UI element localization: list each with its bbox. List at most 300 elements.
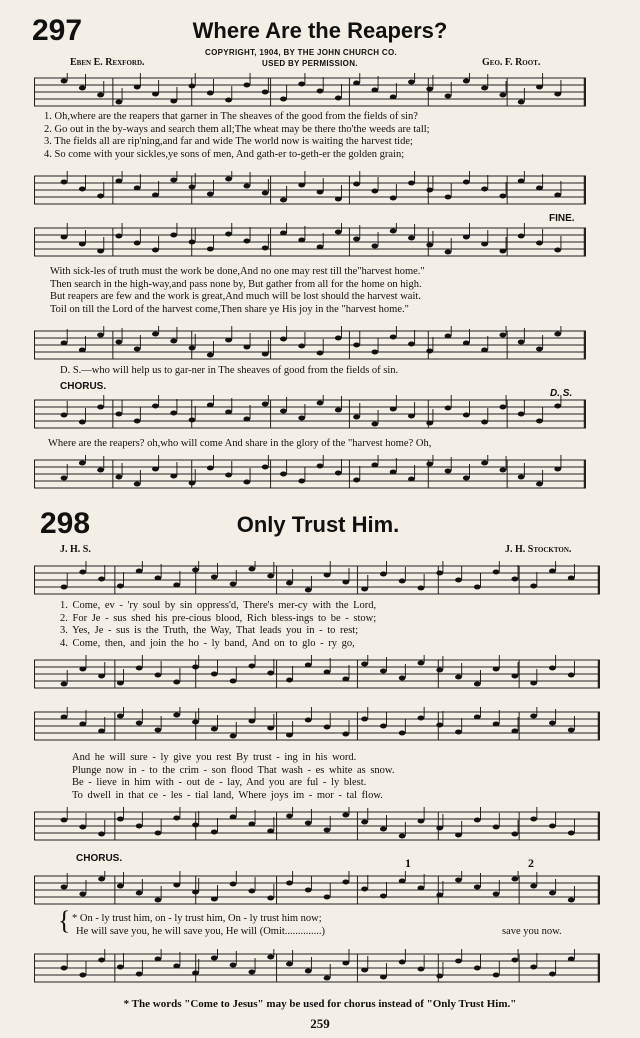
note-head [426,421,433,426]
note-head [549,569,556,574]
note-head [418,586,425,591]
lyric-line: With sick-les of truth must the work be done,And no one may rest till the"harvest home." [50,266,425,277]
hymn-297-composer: Geo. F. Root. [482,57,541,68]
note-head [463,235,470,240]
note-head [305,969,312,974]
note-head [399,879,406,884]
note-head [79,420,86,425]
note-head [243,239,250,244]
hymn-298-verses-a [60,600,376,650]
note-head [262,90,269,95]
note-head [380,827,387,832]
note-head [335,96,342,101]
note-head [549,972,556,977]
note-head [248,970,255,975]
note-head [115,475,122,480]
note-head [267,574,274,579]
note-head [79,187,86,192]
note-head [418,886,425,891]
note-head [267,896,274,901]
note-head [192,890,199,895]
staff-297-1-treble [34,72,586,112]
note-head [317,89,324,94]
note-head [445,469,452,474]
note-head [305,718,312,723]
second-ending: 2 [528,856,534,870]
note-head [173,883,180,888]
note-head [79,348,86,353]
note-head [211,727,218,732]
note-head [342,580,349,585]
note-head [170,99,177,104]
note-head [536,419,543,424]
note-head [426,349,433,354]
staff-297-2-treble [34,222,586,262]
note-head [408,477,415,482]
lyric-line: Then search in the high-way,and pass none by, But gather from all for the home on high. [50,278,422,290]
note-head [170,474,177,479]
lyric-line: 1. Oh,where are the reapers that garner in The sheaves of the good from the fields of sin? [44,111,418,122]
chorus-end: save you now. [502,926,562,937]
note-head [324,670,331,675]
note-head [436,826,443,831]
note-head [481,242,488,247]
note-head [361,820,368,825]
note-head [426,462,433,467]
note-head [554,404,561,409]
note-head [98,729,105,734]
note-head [298,416,305,421]
note-head [155,576,162,581]
note-head [554,332,561,337]
lyric-line: 3. Yes, Je - sus is the Truth, the Way, That leads you in - to rest; [60,625,359,636]
note-head [136,721,143,726]
note-head [298,183,305,188]
note-head [324,573,331,578]
note-head [380,975,387,980]
note-head [61,966,68,971]
note-head [445,250,452,255]
note-head [79,973,86,978]
note-head [511,958,518,963]
note-head [134,419,141,424]
note-head [455,675,462,680]
note-head [136,891,143,896]
note-head [211,672,218,677]
note-head [286,814,293,819]
note-head [207,192,214,197]
staff-298-1-bass [34,654,600,694]
note-head [408,236,415,241]
staff-298-3-bass [34,948,600,988]
note-head [463,180,470,185]
lyric-line: 4. So come with your sickles,ye sons of men, And gath-er to-geth-er the golden grain; [44,148,405,160]
note-head [342,813,349,818]
note-head [115,340,122,345]
note-head [493,892,500,897]
note-head [230,734,237,739]
note-head [426,188,433,193]
note-head [568,957,575,962]
note-head [280,409,287,414]
note-head [445,406,452,411]
note-head [568,831,575,836]
lyric-line: Toil on till the Lord of the harvest come,Then share ye His joy in the "harvest home." [50,303,409,315]
lyric-line: Be - lieve in him with - out de - lay, And you are ful - ly blest. [72,777,367,788]
note-head [286,733,293,738]
note-head [445,94,452,99]
note-head [61,682,68,687]
note-head [493,570,500,575]
note-head [192,720,199,725]
note-head [380,724,387,729]
note-head [225,177,232,182]
note-head [390,335,397,340]
note-head [61,476,68,481]
note-head [499,333,506,338]
note-head [115,412,122,417]
note-head [155,957,162,962]
note-head [445,334,452,339]
note-head [192,971,199,976]
ds-lyric: D. S.—who will help us to gar-ner in The sheaves of good from the fields of sin. [60,365,399,376]
note-head [380,669,387,674]
note-head [248,664,255,669]
note-head [98,674,105,679]
hymn-298-author: J. H. S. [60,544,91,555]
note-head [342,732,349,737]
note-head [455,730,462,735]
note-head [207,353,214,358]
note-head [286,962,293,967]
note-head [511,729,518,734]
note-head [371,463,378,468]
staff-297-3-treble [34,394,586,434]
note-head [136,666,143,671]
note-head [267,829,274,834]
note-head [549,891,556,896]
note-head [361,717,368,722]
note-head [98,577,105,582]
note-head [170,339,177,344]
note-head [568,576,575,581]
note-head [317,190,324,195]
note-head [481,86,488,91]
note-head [207,403,214,408]
note-head [568,673,575,678]
note-head [324,828,331,833]
note-head [536,241,543,246]
note-head [286,678,293,683]
note-head [511,877,518,882]
note-head [342,677,349,682]
hymn-297-copyright: COPYRIGHT, 1904, BY THE JOHN CHURCH CO. [205,48,398,57]
note-head [305,663,312,668]
note-head [554,92,561,97]
note-head [371,88,378,93]
note-head [243,345,250,350]
note-head [173,964,180,969]
note-head [230,963,237,968]
note-head [173,680,180,685]
note-head [353,415,360,420]
note-head [155,898,162,903]
note-head [79,892,86,897]
note-head [463,476,470,481]
note-head [173,583,180,588]
note-head [463,79,470,84]
note-head [61,79,68,84]
note-head [61,585,68,590]
note-head [455,578,462,583]
hymn-298-title: Only Trust Him. [236,512,400,537]
note-head [474,585,481,590]
staff-297-1-bass [34,170,586,210]
note-head [170,233,177,238]
note-head [536,482,543,487]
note-head [136,824,143,829]
note-head [399,960,406,965]
note-head [481,348,488,353]
note-head [117,714,124,719]
hymn-297-permission: USED BY PERMISSION. [262,59,358,68]
note-head [61,885,68,890]
note-head [493,825,500,830]
note-head [554,248,561,253]
note-head [549,721,556,726]
note-head [399,579,406,584]
note-head [192,568,199,573]
lyric-line: 2. Go out in the by-ways and search them all;The wheat may be there tho'the weeds are tall; [44,123,430,135]
note-head [173,816,180,821]
note-head [436,893,443,898]
note-head [305,588,312,593]
note-head [134,186,141,191]
note-head [134,85,141,90]
hymn-297-title: Where Are the Reapers? [192,18,448,43]
note-head [371,244,378,249]
note-head [207,91,214,96]
note-head [436,668,443,673]
staff-297-2-bass [34,325,586,365]
note-head [390,95,397,100]
note-head [61,715,68,720]
note-head [248,567,255,572]
note-head [225,338,232,343]
note-head [280,472,287,477]
note-head [115,179,122,184]
note-head [262,402,269,407]
note-head [117,884,124,889]
note-head [155,728,162,733]
note-head [549,666,556,671]
note-head [474,885,481,890]
note-head [98,832,105,837]
note-head [418,716,425,721]
note-head [568,898,575,903]
note-head [499,405,506,410]
note-head [225,98,232,103]
note-head [173,713,180,718]
note-head [189,84,196,89]
note-head [371,189,378,194]
note-head [499,468,506,473]
note-head [248,822,255,827]
note-head [267,955,274,960]
hymn-298-number: 298 [40,507,91,540]
note-head [286,581,293,586]
note-head [474,715,481,720]
note-head [324,725,331,730]
note-head [518,475,525,480]
note-head [380,572,387,577]
note-head [152,467,159,472]
note-head [230,679,237,684]
note-head [342,880,349,885]
note-head [324,976,331,981]
note-head [530,965,537,970]
note-head [79,722,86,727]
note-head [549,824,556,829]
note-head [134,347,141,352]
note-head [371,422,378,427]
note-head [155,831,162,836]
note-head [243,480,250,485]
note-head [371,350,378,355]
note-head [134,482,141,487]
note-head [97,194,104,199]
note-head [152,92,159,97]
note-head [225,232,232,237]
note-head [134,241,141,246]
note-head [225,410,232,415]
note-head [399,834,406,839]
note-head [243,184,250,189]
note-head [335,471,342,476]
note-head [115,100,122,105]
staff-297-3-bass [34,454,586,494]
note-head [117,681,124,686]
staff-298-3-treble [34,870,600,910]
note-head [408,181,415,186]
footnote: * The words "Come to Jesus" may be used for chorus instead of "Only Trust Him." [123,998,517,1010]
lyric-line: But reapers are few and the work is great,And much will be lost should the harvest wait. [50,291,421,302]
note-head [189,240,196,245]
page-number: 259 [310,1016,330,1031]
note-head [189,418,196,423]
first-ending: 1 [405,856,411,870]
note-head [511,832,518,837]
note-head [230,582,237,587]
note-head [248,889,255,894]
note-head [317,401,324,406]
note-head [61,235,68,240]
note-head [298,344,305,349]
note-head [493,667,500,672]
note-head [511,577,518,582]
note-head [536,347,543,352]
note-head [211,575,218,580]
note-head [335,197,342,202]
note-head [481,461,488,466]
chorus-line-1: * On - ly trust him, on - ly trust him, On - ly trust him now; [72,913,322,924]
note-head [324,895,331,900]
note-head [380,894,387,899]
note-head [530,714,537,719]
note-head [353,182,360,187]
note-head [474,818,481,823]
note-head [61,413,68,418]
note-head [192,665,199,670]
note-head [499,194,506,199]
lyric-line: 4. Come, then, and join the ho - ly band, And on to glo - ry go, [60,637,355,649]
note-head [390,229,397,234]
note-head [518,412,525,417]
note-head [117,584,124,589]
note-head [530,817,537,822]
note-head [493,973,500,978]
chorus-line-2: He will save you, he will save you, He will (Omit..............) [76,926,326,937]
note-head [298,82,305,87]
note-head [455,833,462,838]
note-head [79,825,86,830]
hymn-297-author: Eben E. Rexford. [70,57,145,68]
note-head [530,884,537,889]
note-head [511,674,518,679]
note-head [408,342,415,347]
note-head [399,731,406,736]
note-head [408,414,415,419]
note-head [399,676,406,681]
note-head [189,346,196,351]
note-head [211,830,218,835]
staff-298-1-treble [34,560,600,600]
note-head [445,195,452,200]
note-head [530,584,537,589]
note-head [418,819,425,824]
note-head [298,238,305,243]
note-head [136,569,143,574]
note-head [243,83,250,88]
note-head [152,193,159,198]
note-head [361,887,368,892]
note-head [170,178,177,183]
note-head [436,571,443,576]
note-head [361,587,368,592]
note-head [474,966,481,971]
note-head [518,100,525,105]
note-head [455,959,462,964]
note-head [98,877,105,882]
note-head [518,340,525,345]
note-head [353,478,360,483]
note-head [408,80,415,85]
note-head [79,86,86,91]
note-head [463,413,470,418]
hymn-297-number: 297 [32,14,83,47]
note-head [317,351,324,356]
lyric-line: Plunge now in - to the crim - son flood That wash - es white as snow. [72,764,395,776]
note-head [335,230,342,235]
note-head [79,570,86,575]
chorus-brace: { [58,906,71,935]
note-head [353,81,360,86]
note-head [61,818,68,823]
lyric-line: To dwell in that ce - les - tial land, Where joys im - mor - tal flow. [72,789,383,801]
note-head [481,420,488,425]
note-head [170,411,177,416]
note-head [225,473,232,478]
